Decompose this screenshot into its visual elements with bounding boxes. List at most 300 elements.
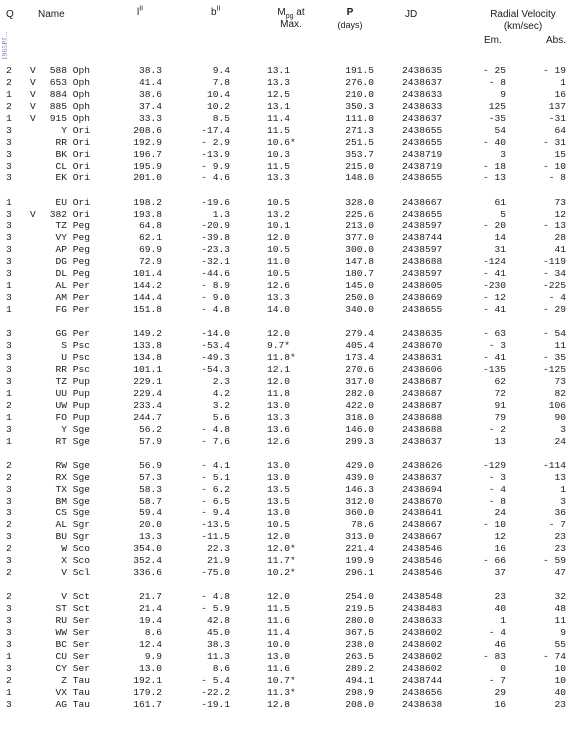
cell-b: - 4.1 (201, 459, 230, 471)
header-q: Q (6, 9, 14, 20)
table-row (0, 125, 570, 137)
cell-jd: 2438655 (402, 208, 443, 220)
cell-jd: 2438656 (402, 686, 443, 698)
cell-jd: 2438744 (402, 232, 443, 244)
cell-l: 62.1 (138, 232, 162, 244)
cell-q: 2 (6, 100, 12, 112)
table-row (0, 101, 570, 113)
cell-abs: - 10 (542, 160, 566, 172)
cell-name: BU Sgr (55, 531, 90, 543)
table-row (0, 436, 570, 448)
cell-b: - 9.9 (201, 160, 230, 172)
cell-mpg: 13.1 (267, 100, 291, 112)
cell-mpg: 13.5 (267, 483, 291, 495)
cell-jd: 2438606 (402, 363, 443, 375)
cell-period: 111.0 (345, 112, 374, 124)
table-row (0, 543, 570, 555)
cell-abs: -114 (542, 459, 566, 471)
cell-q: 2 (6, 591, 12, 603)
cell-mpg: 12.1 (267, 363, 291, 375)
cell-em: - 4 (488, 483, 506, 495)
cell-abs: 23 (554, 543, 566, 555)
cell-mpg: 13.0 (267, 507, 291, 519)
cell-jd: 2438637 (402, 76, 443, 88)
cell-b: 4.2 (212, 387, 230, 399)
header-rv-unit: (km/sec) (503, 21, 543, 32)
cell-l: 201.0 (133, 172, 162, 184)
header-m-line2: Max. (280, 19, 302, 30)
cell-b: -39.8 (201, 232, 230, 244)
cell-em: - 13 (482, 172, 506, 184)
table-row (0, 484, 570, 496)
cell-name: FO Pup (55, 411, 90, 423)
cell-abs: 3 (560, 495, 566, 507)
cell-l: 233.4 (133, 399, 162, 411)
cell-q: 3 (6, 220, 12, 232)
table-row (0, 531, 570, 543)
cell-l: 133.8 (133, 340, 162, 352)
table-row (0, 567, 570, 579)
cell-em: 23 (494, 591, 506, 603)
cell-name: BC Ser (55, 639, 90, 650)
table-row (0, 113, 570, 125)
cell-abs: 1 (560, 483, 566, 495)
cell-q: 3 (6, 507, 12, 519)
cell-em: 24 (494, 507, 506, 519)
cell-jd: 2438602 (402, 639, 443, 650)
cell-name: 884 Oph (49, 88, 90, 100)
cell-b: 8.6 (212, 662, 230, 674)
cell-l: 192.1 (133, 674, 162, 686)
cell-abs: - 54 (542, 328, 566, 340)
cell-l: 229.1 (133, 375, 162, 387)
cell-em: 46 (494, 639, 506, 650)
cell-em: 16 (494, 543, 506, 555)
cell-b: 38.3 (206, 639, 230, 650)
cell-name: U Psc (61, 352, 90, 363)
cell-abs: - 74 (542, 650, 566, 662)
table-row (0, 639, 570, 651)
cell-name: RX Sge (55, 471, 90, 483)
cell-name: X Sco (61, 555, 90, 567)
cell-abs: 41 (554, 244, 566, 256)
cell-period: 298.9 (345, 686, 374, 698)
cell-jd: 2438655 (402, 136, 443, 148)
cell-abs: 40 (554, 686, 566, 698)
cell-mpg: 9.7* (267, 340, 291, 352)
table-row (0, 519, 570, 531)
cell-mpg: 12.0 (267, 591, 291, 603)
cell-l: 56.2 (138, 423, 162, 435)
cell-jd: 2438633 (402, 615, 443, 627)
cell-b: - 4.8 (201, 423, 230, 435)
header-m-post: at (293, 7, 305, 18)
cell-em: - 10 (482, 519, 506, 531)
cell-name: Y Sge (61, 423, 90, 435)
cell-abs: 32 (554, 591, 566, 603)
cell-name: ST Sct (55, 603, 90, 615)
cell-q: 3 (6, 662, 12, 674)
cell-em: - 3 (488, 340, 506, 352)
cell-q: 2 (6, 543, 12, 555)
cell-jd: 2438688 (402, 411, 443, 423)
cell-l: 193.8 (133, 208, 162, 220)
cell-period: 377.0 (345, 232, 374, 244)
cell-abs: - 7 (548, 519, 566, 531)
table-row (0, 280, 570, 292)
cell-period: 282.0 (345, 387, 374, 399)
cell-abs: 47 (554, 567, 566, 579)
cell-l: 192.9 (133, 136, 162, 148)
cell-q: 3 (6, 172, 12, 184)
cell-mpg: 10.6* (267, 136, 296, 148)
cell-mpg: 12.6 (267, 435, 291, 447)
cell-em: 72 (494, 387, 506, 399)
cell-q: 3 (6, 160, 12, 172)
header-jd: JD (405, 9, 418, 20)
header-b-text: b (211, 7, 217, 18)
cell-jd: 2438633 (402, 88, 443, 100)
cell-abs: -125 (542, 363, 566, 375)
cell-l: 21.4 (138, 603, 162, 615)
cell-mpg: 12.0 (267, 232, 291, 244)
cell-mpg: 12.0 (267, 531, 291, 543)
cell-b: -17.4 (201, 124, 230, 136)
cell-q: 3 (6, 232, 12, 244)
cell-period: 263.5 (345, 650, 374, 662)
header-radial-velocity (478, 9, 568, 33)
cell-b: 5.6 (212, 411, 230, 423)
cell-abs: - 34 (542, 268, 566, 280)
cell-b: -49.3 (201, 352, 230, 363)
cell-em: -129 (482, 459, 506, 471)
cell-jd: 2438638 (402, 698, 443, 710)
cell-l: 72.9 (138, 256, 162, 268)
cell-b: - 5.9 (201, 603, 230, 615)
cell-name: CS Sge (55, 507, 90, 519)
cell-b: -13.9 (201, 148, 230, 160)
margin-note: 1965PJ... (1, 31, 9, 60)
cell-b: - 5.1 (201, 471, 230, 483)
cell-name: 588 Oph (49, 65, 90, 76)
cell-jd: 2438637 (402, 112, 443, 124)
cell-mpg: 10.5 (267, 196, 291, 208)
cell-em: - 3 (488, 471, 506, 483)
cell-jd: 2438694 (402, 483, 443, 495)
cell-period: 146.0 (345, 423, 374, 435)
cell-name: TZ Peg (55, 220, 90, 232)
table-row (0, 412, 570, 424)
cell-em: -230 (482, 280, 506, 292)
cell-name: V Scl (61, 567, 90, 579)
cell-abs: -119 (542, 256, 566, 268)
cell-b: 1.3 (212, 208, 230, 220)
cell-l: 336.6 (133, 567, 162, 579)
cell-b: -75.0 (201, 567, 230, 579)
cell-period: 280.0 (345, 615, 374, 627)
cell-jd: 2438667 (402, 196, 443, 208)
cell-name: CY Ser (55, 662, 90, 674)
cell-b: 9.4 (212, 65, 230, 76)
cell-jd: 2438669 (402, 292, 443, 304)
table-row (0, 340, 570, 352)
cell-name: AM Per (55, 292, 90, 304)
table-row (0, 232, 570, 244)
cell-name: UW Pup (55, 399, 90, 411)
cell-abs: 82 (554, 387, 566, 399)
cell-em: - 83 (482, 650, 506, 662)
table-row (0, 268, 570, 280)
cell-abs: - 59 (542, 555, 566, 567)
cell-mpg: 10.2* (267, 567, 296, 579)
header-l-text: l (137, 7, 140, 18)
cell-em: - 12 (482, 292, 506, 304)
table-row (0, 197, 570, 209)
cell-mpg: 13.3 (267, 411, 291, 423)
cell-mpg: 13.3 (267, 76, 291, 88)
cell-em: -35 (488, 112, 506, 124)
cell-jd: 2438626 (402, 459, 443, 471)
cell-jd: 2438687 (402, 375, 443, 387)
cell-v: V (30, 208, 36, 220)
cell-period: 147.8 (345, 256, 374, 268)
table-row (0, 627, 570, 639)
cell-period: 350.3 (345, 100, 374, 112)
table-row (0, 507, 570, 519)
cell-name: RR Ori (55, 136, 90, 148)
cell-abs: 16 (554, 88, 566, 100)
cell-mpg: 11.6 (267, 615, 291, 627)
cell-b: -19.6 (201, 196, 230, 208)
cell-b: -44.6 (201, 268, 230, 280)
cell-jd: 2438688 (402, 256, 443, 268)
table-row (0, 328, 570, 340)
cell-jd: 2438670 (402, 495, 443, 507)
cell-q: 1 (6, 280, 12, 292)
cell-mpg: 10.1 (267, 220, 291, 232)
cell-em: 40 (494, 603, 506, 615)
cell-period: 180.7 (345, 268, 374, 280)
table-row (0, 603, 570, 615)
cell-jd: 2438597 (402, 220, 443, 232)
cell-period: 353.7 (345, 148, 374, 160)
cell-b: - 4.8 (201, 591, 230, 603)
cell-em: - 4 (488, 627, 506, 639)
cell-mpg: 11.5 (267, 160, 291, 172)
cell-b: -23.3 (201, 244, 230, 256)
cell-b: -14.0 (201, 328, 230, 340)
cell-abs: - 35 (542, 352, 566, 363)
cell-b: -19.1 (201, 698, 230, 710)
cell-mpg: 10.5 (267, 244, 291, 256)
cell-name: Z Tau (61, 674, 90, 686)
table-row (0, 209, 570, 221)
cell-mpg: 13.6 (267, 423, 291, 435)
cell-period: 250.0 (345, 292, 374, 304)
cell-b: - 7.6 (201, 435, 230, 447)
star-table (0, 65, 570, 711)
cell-q: 1 (6, 435, 12, 447)
cell-mpg: 12.6 (267, 280, 291, 292)
cell-q: 3 (6, 363, 12, 375)
cell-b: -20.9 (201, 220, 230, 232)
cell-q: 1 (6, 112, 12, 124)
cell-abs: 137 (548, 100, 566, 112)
cell-abs: 64 (554, 124, 566, 136)
cell-period: 173.4 (345, 352, 374, 363)
table-row (0, 256, 570, 268)
cell-name: DG Peg (55, 256, 90, 268)
group-gap (0, 448, 570, 460)
cell-jd: 2438688 (402, 423, 443, 435)
cell-jd: 2438719 (402, 148, 443, 160)
cell-jd: 2438637 (402, 471, 443, 483)
table-row (0, 89, 570, 101)
table-row (0, 137, 570, 149)
cell-mpg: 12.5 (267, 88, 291, 100)
cell-period: 328.0 (345, 196, 374, 208)
table-row (0, 663, 570, 675)
cell-name: AL Sgr (55, 519, 90, 531)
cell-jd: 2438602 (402, 627, 443, 639)
table-row (0, 172, 570, 184)
cell-name: Y Ori (61, 124, 90, 136)
cell-q: 1 (6, 88, 12, 100)
cell-q: 3 (6, 483, 12, 495)
cell-q: 2 (6, 471, 12, 483)
cell-em: 5 (500, 208, 506, 220)
cell-jd: 2438641 (402, 507, 443, 519)
cell-l: 69.9 (138, 244, 162, 256)
cell-abs: -225 (542, 280, 566, 292)
cell-b: -53.4 (201, 340, 230, 352)
cell-name: UU Pup (55, 387, 90, 399)
cell-period: 251.5 (345, 136, 374, 148)
cell-abs: 11 (554, 340, 566, 352)
cell-b: -22.2 (201, 686, 230, 698)
cell-period: 270.6 (345, 363, 374, 375)
cell-abs: 23 (554, 698, 566, 710)
cell-l: 58.7 (138, 495, 162, 507)
cell-b: - 4.8 (201, 304, 230, 315)
cell-em: 9 (500, 88, 506, 100)
cell-abs: 73 (554, 375, 566, 387)
cell-name: V Sct (61, 591, 90, 603)
cell-em: 61 (494, 196, 506, 208)
cell-q: 3 (6, 423, 12, 435)
cell-name: FG Per (55, 304, 90, 315)
cell-mpg: 11.8 (267, 387, 291, 399)
cell-mpg: 12.0 (267, 375, 291, 387)
cell-b: - 4.6 (201, 172, 230, 184)
cell-q: 2 (6, 567, 12, 579)
cell-period: 439.0 (345, 471, 374, 483)
cell-period: 238.0 (345, 639, 374, 650)
cell-name: 653 Oph (49, 76, 90, 88)
cell-l: 41.4 (138, 76, 162, 88)
cell-q: 1 (6, 304, 12, 315)
cell-b: - 8.9 (201, 280, 230, 292)
cell-mpg: 11.6 (267, 662, 291, 674)
cell-name: EK Ori (55, 172, 90, 184)
table-row (0, 699, 570, 711)
cell-l: 101.4 (133, 268, 162, 280)
cell-period: 225.6 (345, 208, 374, 220)
cell-abs: 23 (554, 531, 566, 543)
cell-mpg: 12.0 (267, 328, 291, 340)
cell-em: 54 (494, 124, 506, 136)
cell-period: 78.6 (350, 519, 374, 531)
header-mpg (266, 7, 316, 31)
cell-name: AP Peg (55, 244, 90, 256)
cell-period: 296.1 (345, 567, 374, 579)
cell-period: 360.0 (345, 507, 374, 519)
cell-mpg: 12.8 (267, 698, 291, 710)
cell-mpg: 10.7* (267, 674, 296, 686)
cell-em: - 63 (482, 328, 506, 340)
table-row (0, 687, 570, 699)
cell-l: 352.4 (133, 555, 162, 567)
cell-q: 3 (6, 256, 12, 268)
cell-period: 300.0 (345, 244, 374, 256)
table-row (0, 220, 570, 232)
cell-abs: 24 (554, 435, 566, 447)
cell-jd: 2438655 (402, 304, 443, 315)
cell-period: 340.0 (345, 304, 374, 315)
cell-name: EU Ori (55, 196, 90, 208)
cell-mpg: 13.3 (267, 292, 291, 304)
cell-mpg: 13.0 (267, 650, 291, 662)
cell-abs: 15 (554, 148, 566, 160)
cell-period: 221.4 (345, 543, 374, 555)
cell-name: DL Peg (55, 268, 90, 280)
cell-v: V (30, 100, 36, 112)
cell-name: GG Per (55, 328, 90, 340)
cell-q: 3 (6, 495, 12, 507)
cell-mpg: 11.3* (267, 686, 296, 698)
cell-abs: - 29 (542, 304, 566, 315)
cell-name: VY Peg (55, 232, 90, 244)
cell-em: 16 (494, 698, 506, 710)
cell-name: WW Ser (55, 627, 90, 639)
cell-period: 271.3 (345, 124, 374, 136)
cell-em: - 20 (482, 220, 506, 232)
cell-mpg: 13.1 (267, 65, 291, 76)
cell-mpg: 13.2 (267, 208, 291, 220)
cell-name: 885 Oph (49, 100, 90, 112)
cell-name: RR Psc (55, 363, 90, 375)
cell-em: 37 (494, 567, 506, 579)
cell-abs: 48 (554, 603, 566, 615)
cell-mpg: 13.5 (267, 495, 291, 507)
header-p-unit: (days) (337, 20, 363, 30)
cell-jd: 2438597 (402, 244, 443, 256)
cell-l: 144.4 (133, 292, 162, 304)
cell-period: 494.1 (345, 674, 374, 686)
cell-abs: 11 (554, 615, 566, 627)
cell-q: 1 (6, 387, 12, 399)
cell-l: 9.9 (144, 650, 162, 662)
cell-q: 3 (6, 698, 12, 710)
cell-name: VX Tau (55, 686, 90, 698)
cell-abs: 9 (560, 627, 566, 639)
cell-mpg: 11.7* (267, 555, 296, 567)
table-row (0, 460, 570, 472)
cell-q: 1 (6, 411, 12, 423)
cell-b: - 6.2 (201, 483, 230, 495)
header-name: Name (38, 9, 65, 20)
cell-l: 21.7 (138, 591, 162, 603)
